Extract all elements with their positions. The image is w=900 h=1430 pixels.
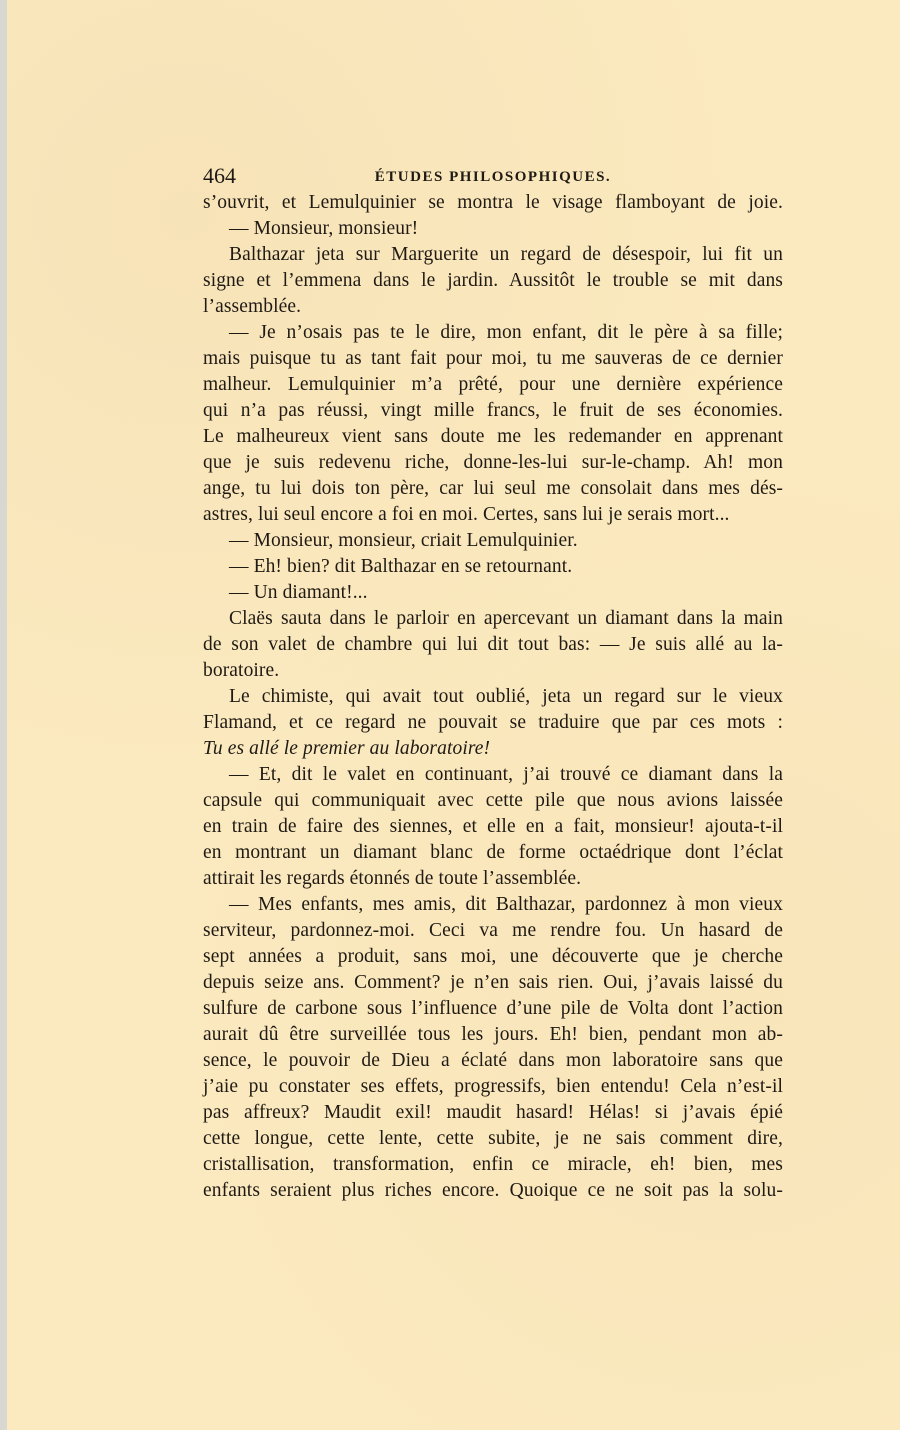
- text-line: — Et, dit le valet en continuant, j’ai trouvé ce diamant dans la: [229, 764, 783, 785]
- text-line: sence, le pouvoir de Dieu a éclaté dans mon laboratoire sans que: [203, 1050, 783, 1071]
- text-line: sept années a produit, sans moi, une découverte que je cherche: [203, 946, 783, 967]
- text-line: attirait les regards étonnés de toute l’assemblée.: [203, 868, 582, 889]
- text-line: Flamand, et ce regard ne pouvait se traduire que par ces mots :: [203, 712, 783, 733]
- text-line: — Je n’osais pas te le dire, mon enfant, dit le père à sa fille;: [229, 322, 783, 343]
- text-line: qui n’a pas réussi, vingt mille francs, le fruit de ses économies.: [203, 400, 783, 421]
- text-line: astres, lui seul encore a foi en moi. Certes, sans lui je serais mort...: [203, 504, 730, 525]
- text-line: ange, tu lui dois ton père, car lui seul me consolait dans mes dés-: [203, 478, 783, 499]
- book-page: [7, 0, 900, 1430]
- text-line: Le chimiste, qui avait tout oublié, jeta un regard sur le vieux: [229, 686, 783, 707]
- text-line: depuis seize ans. Comment? je n’en sais rien. Oui, j’avais laissé du: [203, 972, 783, 993]
- text-line: en montrant un diamant blanc de forme octaédrique dont l’éclat: [203, 842, 783, 863]
- text-line: que je suis redevenu riche, donne-les-lui sur-le-champ. Ah! mon: [203, 452, 783, 473]
- text-line: cristallisation, transformation, enfin ce miracle, eh! bien, mes: [203, 1154, 783, 1175]
- text-line: sulfure de carbone sous l’influence d’une pile de Volta dont l’action: [203, 998, 783, 1019]
- text-line: — Monsieur, monsieur, criait Lemulquinier.: [229, 530, 578, 551]
- text-line: — Monsieur, monsieur!: [229, 218, 419, 239]
- text-line: cette longue, cette lente, cette subite, je ne sais comment dire,: [203, 1128, 783, 1149]
- text-line: signe et l’emmena dans le jardin. Aussitôt le trouble se mit dans: [203, 270, 783, 291]
- text-line: pas affreux? Maudit exil! maudit hasard! Hélas! si j’avais épié: [203, 1102, 783, 1123]
- text-line: Claës sauta dans le parloir en apercevant un diamant dans la main: [229, 608, 783, 629]
- text-line: Balthazar jeta sur Marguerite un regard de désespoir, lui fit un: [229, 244, 783, 265]
- text-line: Tu es allé le premier au laboratoire!: [203, 738, 491, 759]
- text-line: s’ouvrit, et Lemulquinier se montra le visage flamboyant de joie.: [203, 192, 783, 213]
- running-head: [203, 162, 783, 190]
- text-line: — Eh! bien? dit Balthazar en se retournant.: [229, 556, 573, 577]
- text-line: serviteur, pardonnez-moi. Ceci va me rendre fou. Un hasard de: [203, 920, 783, 941]
- text-line: boratoire.: [203, 660, 280, 681]
- text-line: l’assemblée.: [203, 296, 302, 317]
- text-line: en train de faire des siennes, et elle en a fait, monsieur! ajouta-t-il: [203, 816, 783, 837]
- text-line: — Mes enfants, mes amis, dit Balthazar, pardonnez à mon vieux: [229, 894, 783, 915]
- text-line: aurait dû être surveillée tous les jours. Eh! bien, pendant mon ab-: [203, 1024, 783, 1045]
- text-line: j’aie pu constater ses effets, progressifs, bien entendu! Cela n’est-il: [203, 1076, 783, 1097]
- running-title: ÉTUDES PHILOSOPHIQUES.: [374, 169, 612, 185]
- text-line: — Un diamant!...: [229, 582, 368, 603]
- text-line: mais puisque tu as tant fait pour moi, tu me sauveras de ce dernier: [203, 348, 783, 369]
- text-line: Le malheureux vient sans doute me les redemander en apprenant: [203, 426, 783, 447]
- text-line: malheur. Lemulquinier m’a prêté, pour une dernière expérience: [203, 374, 783, 395]
- text-block: [203, 162, 783, 1204]
- text-line: enfants seraient plus riches encore. Quoique ce ne soit pas la solu-: [203, 1180, 783, 1201]
- page-number: 464: [203, 163, 236, 188]
- text-line: capsule qui communiquait avec cette pile que nous avions laissée: [203, 790, 783, 811]
- text-line: de son valet de chambre qui lui dit tout bas: — Je suis allé au la-: [203, 634, 783, 655]
- body-text: [203, 190, 783, 1204]
